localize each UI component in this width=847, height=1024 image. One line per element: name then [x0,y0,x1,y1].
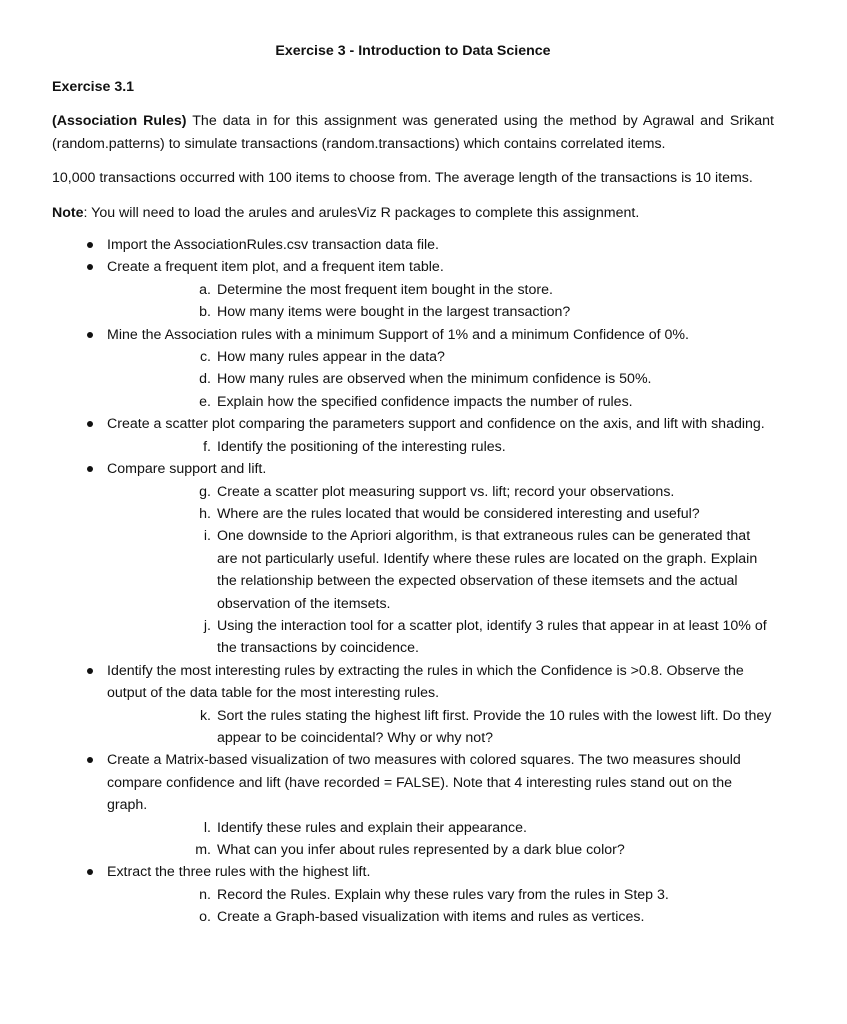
subtask-text: Create a scatter plot measuring support vs. lift; record your observations. [217,483,675,500]
subtask-letter: e. [199,393,211,410]
task-text: Identify the most interesting rules by extracting the rules in which the Confidence is >0.8. Observe the output of the data table for the most interesting rules. [107,662,744,702]
bullet-dot-icon [87,242,93,248]
subtask-item [107,368,774,390]
note-label: Note [52,204,84,221]
task-item [52,861,774,928]
bullet-dot-icon [87,668,93,674]
subtask-letter: n. [199,886,211,903]
task-text: Compare support and lift. [107,461,267,478]
subtask-list [107,705,774,750]
bullet-dot-icon [87,869,93,875]
task-item [52,660,774,750]
subtask-list [107,817,774,862]
subtask-letter: m. [195,842,211,858]
task-item [52,324,774,414]
subtask-text: Explain how the specified confidence impacts the number of rules. [217,393,633,410]
subtask-text: Using the interaction tool for a scatter plot, identify 3 rules that appear in at least 10% of the transactions by coincidence. [217,617,767,657]
subtask-item [107,839,774,861]
task-text: Create a Matrix-based visualization of two measures with colored squares. The two measures should compare confidence and lift (have recorded = FALSE). Note that 4 interesting rules stand out on the graph. [107,752,741,814]
subtask-text: Where are the rules located that would be considered interesting and useful? [217,505,700,522]
subtask-item [107,525,774,615]
subtask-item [107,301,774,323]
task-list [52,234,774,929]
task-item [52,256,774,323]
subtask-letter: k. [199,707,211,724]
bullet-dot-icon [87,264,93,270]
subtask-item [107,481,774,503]
document-page [52,40,774,929]
subtask-text: Record the Rules. Explain why these rules vary from the rules in Step 3. [217,886,669,903]
subtask-text: How many rules are observed when the minimum confidence is 50%. [217,371,652,388]
subtask-item [107,391,774,413]
subtask-text: One downside to the Apriori algorithm, is that extraneous rules can be generated that are not particularly useful. Identify where these rules are located on the graph. Explain the relationship between the expected observation of these itemsets and the actual observation of the itemsets. [217,528,758,612]
subtask-item [107,279,774,301]
subtask-letter: i. [203,528,211,545]
subtask-letter: f. [203,438,211,455]
subtask-letter: a. [199,281,211,298]
bullet-dot-icon [87,757,93,763]
task-item [52,413,774,458]
subtask-text: Determine the most frequent item bought in the store. [217,281,553,298]
subtask-list [107,436,774,458]
subtask-text: What can you infer about rules represented by a dark blue color? [217,842,625,858]
task-item [52,234,774,256]
subtask-letter: o. [199,909,211,926]
subtask-item [107,615,774,660]
subtask-letter: h. [199,505,211,522]
subtask-item [107,705,774,750]
subtask-item [107,906,774,928]
task-text: Create a frequent item plot, and a frequent item table. [107,259,444,276]
subtask-item [107,884,774,906]
transactions-paragraph: 10,000 transactions occurred with 100 items to choose from. The average length of the transactions is 10 items. [52,170,753,187]
task-item [52,458,774,660]
task-text: Import the AssociationRules.csv transaction data file. [107,237,439,254]
subtask-list [107,884,774,929]
intro-bold-label: (Association Rules) [52,113,187,130]
subtask-text: Identify the positioning of the interesting rules. [217,438,506,455]
bullet-dot-icon [87,466,93,472]
subtask-text: Sort the rules stating the highest lift first. Provide the 10 rules with the lowest lift. Do they appear to be coincidental? Why or why not? [217,707,772,746]
subtask-item [107,346,774,368]
task-text: Create a scatter plot comparing the parameters support and confidence on the axis, and lift with shading. [107,416,765,433]
task-item [52,749,774,861]
subtask-text: Create a Graph-based visualization with items and rules as vertices. [217,909,645,926]
subtask-letter: c. [199,349,211,366]
subtask-list [107,279,774,324]
bullet-dot-icon [87,421,93,427]
subtask-letter: j. [203,617,211,634]
subtask-letter: g. [199,483,211,500]
subtask-list [107,346,774,413]
intro-paragraph [52,110,774,155]
note-paragraph [52,202,774,224]
task-text: Mine the Association rules with a minimum Support of 1% and a minimum Confidence of 0%. [107,326,689,343]
exercise-heading: Exercise 3.1 [52,79,135,95]
subtask-list [107,481,774,660]
subtask-item [107,817,774,839]
document-title: Exercise 3 - Introduction to Data Science [275,43,551,59]
subtask-letter: b. [199,304,211,321]
task-text: Extract the three rules with the highest lift. [107,864,371,881]
subtask-letter: d. [199,371,211,388]
bullet-dot-icon [87,332,93,338]
subtask-text: Identify these rules and explain their appearance. [217,819,527,836]
subtask-text: How many items were bought in the largest transaction? [217,304,571,321]
intro-text: The data in for this assignment was generated using the method by Agrawal and Srikant (random.patterns) to simulate transactions (random.transactions) which contains correlated items. [52,113,774,152]
note-text: : You will need to load the arules and arulesViz R packages to complete this assignment. [83,204,640,221]
subtask-item [107,503,774,525]
subtask-letter: l. [203,819,211,836]
subtask-text: How many rules appear in the data? [217,349,445,366]
subtask-item [107,436,774,458]
